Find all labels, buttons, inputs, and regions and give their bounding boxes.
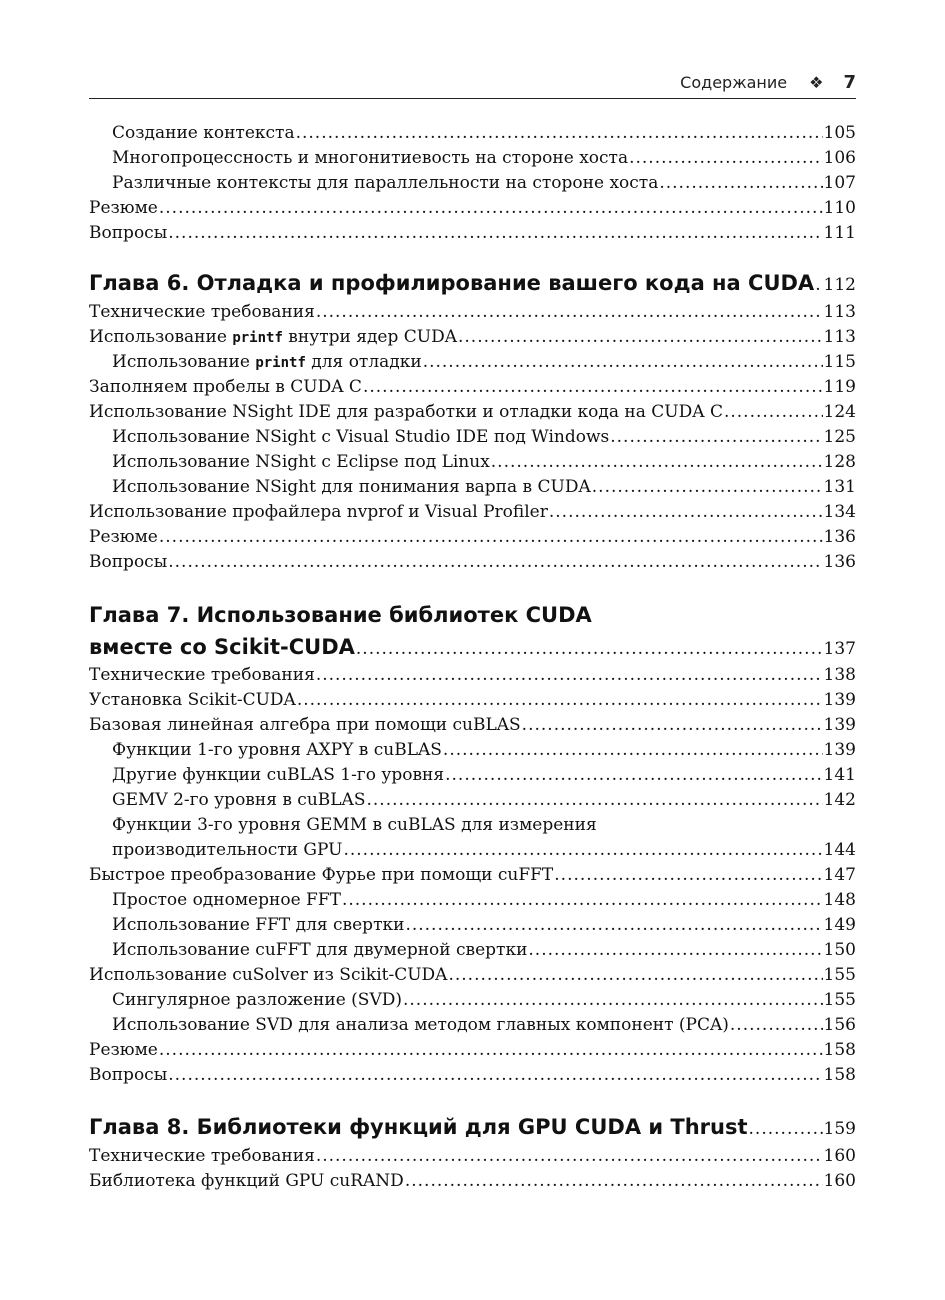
- toc-entry-page: 139: [823, 740, 856, 760]
- toc-entry-title: Функции 1-го уровня AXPY в cuBLAS: [112, 740, 442, 760]
- toc-entry-page: 158: [823, 1040, 856, 1060]
- toc-entry-page: 147: [823, 865, 856, 885]
- toc-entry[interactable]: [89, 475, 856, 500]
- toc-entry[interactable]: [89, 888, 856, 913]
- toc-entry[interactable]: [89, 1038, 856, 1063]
- toc-entry[interactable]: [89, 663, 856, 688]
- toc-entry-title: Многопроцессность и многонитиевость на стороне хоста: [112, 148, 629, 168]
- toc-entry-page: 125: [823, 427, 856, 447]
- toc-entry[interactable]: [89, 763, 856, 788]
- toc-entry[interactable]: [89, 325, 856, 350]
- toc-entry-page: 156: [823, 1015, 856, 1035]
- toc-entry-title: Создание контекста: [112, 123, 295, 143]
- toc-entry-page: 137: [823, 639, 856, 659]
- chapter-title: вместе со Scikit-CUDA: [89, 635, 355, 659]
- toc-entry-page: 119: [823, 377, 856, 397]
- page-number: 7: [843, 72, 856, 93]
- toc-chapter-6[interactable]: [89, 267, 856, 300]
- toc-entry-title: Базовая линейная алгебра при помощи cuBLAS: [89, 715, 521, 735]
- toc-entry-title: GEMV 2-го уровня в cuBLAS: [112, 790, 366, 810]
- toc-entry-page: 134: [823, 502, 856, 522]
- toc-entry[interactable]: [89, 121, 856, 146]
- toc-entry-title: Сингулярное разложение (SVD): [112, 990, 402, 1010]
- toc-entry-title: Использование NSight IDE для разработки и отладки кода на CUDA C: [89, 402, 723, 422]
- toc-entry[interactable]: [89, 550, 856, 575]
- code-keyword: printf: [232, 330, 283, 346]
- toc-entry-page: 155: [823, 965, 856, 985]
- toc-entry[interactable]: [89, 913, 856, 938]
- toc-entry-title: Использование cuSolver из Scikit-CUDA: [89, 965, 448, 985]
- chapter-title: Глава 6. Отладка и профилирование вашего кода на CUDA: [89, 271, 815, 295]
- toc-entry[interactable]: [89, 375, 856, 400]
- toc-entry-page: 149: [823, 915, 856, 935]
- toc-entry-page: 139: [823, 690, 856, 710]
- chapter-title-line[interactable]: Глава 7. Использование библиотек CUDA: [89, 603, 592, 627]
- toc-entry-page: 136: [823, 552, 856, 572]
- toc-entry-page: 113: [823, 327, 856, 347]
- toc-entry[interactable]: [89, 863, 856, 888]
- toc-chapter-8[interactable]: [89, 1111, 856, 1144]
- toc-entry-page: 110: [823, 198, 856, 218]
- ornament-icon: ❖: [809, 73, 824, 92]
- toc-entry-title: Использование NSight с Visual Studio IDE под Windows: [112, 427, 610, 447]
- toc-entry-line[interactable]: Функции 3-го уровня GEMM в cuBLAS для измерения: [112, 815, 597, 835]
- toc-entry-title: Использование NSight для понимания варпа в CUDA: [112, 477, 591, 497]
- toc-entry-title: Использование cuFFT для двумерной свертки: [112, 940, 528, 960]
- running-header: [89, 72, 856, 99]
- toc-entry-page: 128: [823, 452, 856, 472]
- toc-entry-page: 138: [823, 665, 856, 685]
- toc-entry-page: 139: [823, 715, 856, 735]
- toc-entry-page: 158: [823, 1065, 856, 1085]
- toc-entry-page: 148: [823, 890, 856, 910]
- toc-entry-title: Вопросы: [89, 1065, 168, 1085]
- table-of-contents: [89, 121, 856, 1194]
- header-title: Содержание: [680, 73, 788, 92]
- toc-entry-page: 141: [823, 765, 856, 785]
- toc-entry[interactable]: [89, 713, 856, 738]
- toc-entry[interactable]: [89, 146, 856, 171]
- toc-entry-title: Использование FFT для свертки: [112, 915, 405, 935]
- toc-entry[interactable]: [89, 171, 856, 196]
- toc-entry-page: 113: [823, 302, 856, 322]
- toc-entry-title: Использование printf внутри ядер CUDA: [89, 327, 457, 347]
- toc-entry-page: 155: [823, 990, 856, 1010]
- toc-entry[interactable]: [89, 1169, 856, 1194]
- code-keyword: printf: [255, 355, 306, 371]
- toc-entry-page: 142: [823, 790, 856, 810]
- toc-entry-title: Установка Scikit-CUDA: [89, 690, 296, 710]
- toc-entry[interactable]: [89, 221, 856, 246]
- toc-entry-page: 111: [823, 223, 856, 243]
- toc-entry[interactable]: [89, 938, 856, 963]
- toc-entry-page: 112: [823, 275, 856, 295]
- toc-entry-title: Резюме: [89, 198, 158, 218]
- toc-entry-page: 150: [823, 940, 856, 960]
- toc-entry[interactable]: [89, 1013, 856, 1038]
- toc-entry[interactable]: [89, 838, 856, 863]
- toc-entry[interactable]: [89, 450, 856, 475]
- toc-entry-page: 160: [823, 1146, 856, 1166]
- toc-entry[interactable]: [89, 1063, 856, 1088]
- toc-entry-title: производительности GPU: [112, 840, 343, 860]
- toc-entry-page: 144: [823, 840, 856, 860]
- toc-entry[interactable]: [89, 196, 856, 221]
- toc-entry-title: Использование printf для отладки: [112, 352, 422, 372]
- toc-entry-page: 159: [823, 1119, 856, 1139]
- toc-entry[interactable]: [89, 788, 856, 813]
- toc-entry-page: 105: [823, 123, 856, 143]
- toc-entry[interactable]: [89, 300, 856, 325]
- toc-entry-title: Быстрое преобразование Фурье при помощи cuFFT: [89, 865, 554, 885]
- toc-entry-page: 115: [823, 352, 856, 372]
- toc-entry-page: 131: [823, 477, 856, 497]
- toc-entry[interactable]: [89, 525, 856, 550]
- toc-entry-title: Технические требования: [89, 302, 315, 322]
- toc-entry-title: Использование NSight с Eclipse под Linux: [112, 452, 490, 472]
- toc-entry-title: Использование SVD для анализа методом главных компонент (PCA): [112, 1015, 729, 1035]
- toc-entry-title: Технические требования: [89, 665, 315, 685]
- toc-entry-title: Простое одномерное FFT: [112, 890, 341, 910]
- header-right: [680, 72, 856, 93]
- toc-entry-title: Различные контексты для параллельности на стороне хоста: [112, 173, 659, 193]
- toc-entry-title: Резюме: [89, 527, 158, 547]
- toc-entry[interactable]: [89, 1144, 856, 1169]
- toc-entry-title: Вопросы: [89, 223, 168, 243]
- toc-entry-page: 107: [823, 173, 856, 193]
- toc-chapter-7[interactable]: [89, 631, 856, 663]
- toc-entry-title: Технические требования: [89, 1146, 315, 1166]
- toc-entry-page: 160: [823, 1171, 856, 1191]
- chapter-title: Глава 8. Библиотеки функций для GPU CUDA и Thrust: [89, 1115, 748, 1139]
- toc-entry[interactable]: [89, 988, 856, 1013]
- toc-entry[interactable]: [89, 350, 856, 375]
- toc-entry[interactable]: [89, 500, 856, 525]
- toc-entry-page: 124: [823, 402, 856, 422]
- toc-entry-title: Резюме: [89, 1040, 158, 1060]
- toc-entry-title: Вопросы: [89, 552, 168, 572]
- toc-entry-title: Библиотека функций GPU cuRAND: [89, 1171, 404, 1191]
- toc-entry-page: 136: [823, 527, 856, 547]
- toc-entry-title: Другие функции cuBLAS 1-го уровня: [112, 765, 445, 785]
- toc-entry-title: Использование профайлера nvprof и Visual Profiler: [89, 502, 548, 522]
- toc-entry-title: Заполняем пробелы в CUDA C: [89, 377, 362, 397]
- toc-entry[interactable]: [89, 688, 856, 713]
- toc-entry[interactable]: [89, 738, 856, 763]
- toc-entry[interactable]: [89, 425, 856, 450]
- toc-entry[interactable]: [89, 963, 856, 988]
- toc-entry-page: 106: [823, 148, 856, 168]
- toc-entry[interactable]: [89, 400, 856, 425]
